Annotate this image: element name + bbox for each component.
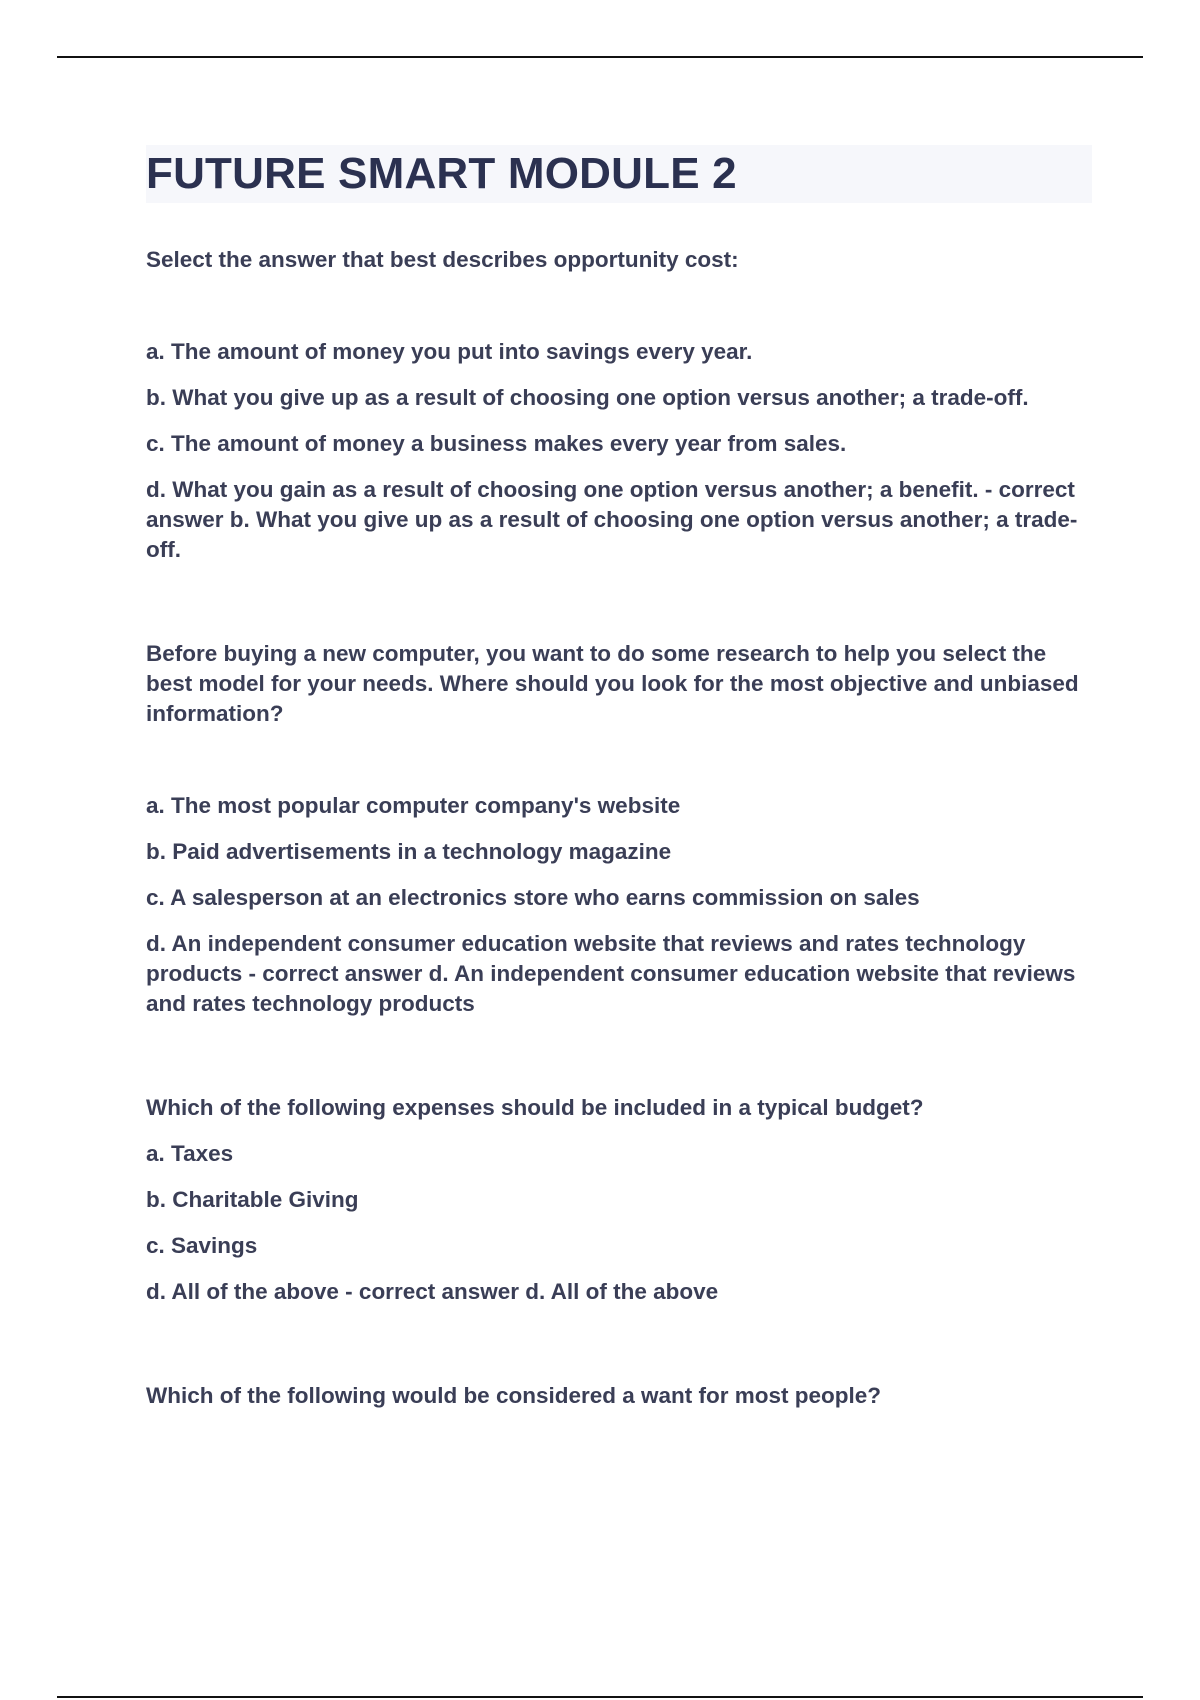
question-4: Which of the following would be considered a want for most people? [146,1383,882,1408]
top-rule [57,56,1143,58]
question-3-option-b: b. Charitable Giving [146,1187,359,1212]
question-1: Select the answer that best describes opportunity cost: [146,247,739,272]
question-1-option-a: a. The amount of money you put into savings every year. [146,339,753,364]
title-banner [146,145,1092,203]
question-2-option-b: b. Paid advertisements in a technology magazine [146,839,672,864]
question-3-option-a: a. Taxes [146,1141,234,1166]
question-3-option-c: c. Savings [146,1233,258,1258]
question-1-option-b: b. What you give up as a result of choosing one option versus another; a trade-off. [146,385,1029,410]
question-2-option-c: c. A salesperson at an electronics store who earns commission on sales [146,885,920,910]
question-1-option-c: c. The amount of money a business makes every year from sales. [146,431,847,456]
question-3-option-d: d. All of the above - correct answer d. All of the above [146,1279,719,1304]
document-title: FUTURE SMART MODULE 2 [146,149,737,198]
question-2-option-d: d. An independent consumer education website that reviews and rates technology products - correct answer d. An independent consumer education website that reviews and rates technology products [146,931,1076,1016]
question-1-option-d: d. What you gain as a result of choosing one option versus another; a benefit. - correct answer b. What you give up as a result of choosing one option versus another; a trade-off. [146,477,1078,562]
question-2-option-a: a. The most popular computer company's website [146,793,681,818]
document-body [146,145,1092,1411]
question-2: Before buying a new computer, you want to do some research to help you select the best model for your needs. Where should you look for the most objective and unbiased information? [146,641,1079,726]
question-3: Which of the following expenses should be included in a typical budget? [146,1095,924,1120]
bottom-rule [57,1696,1143,1698]
